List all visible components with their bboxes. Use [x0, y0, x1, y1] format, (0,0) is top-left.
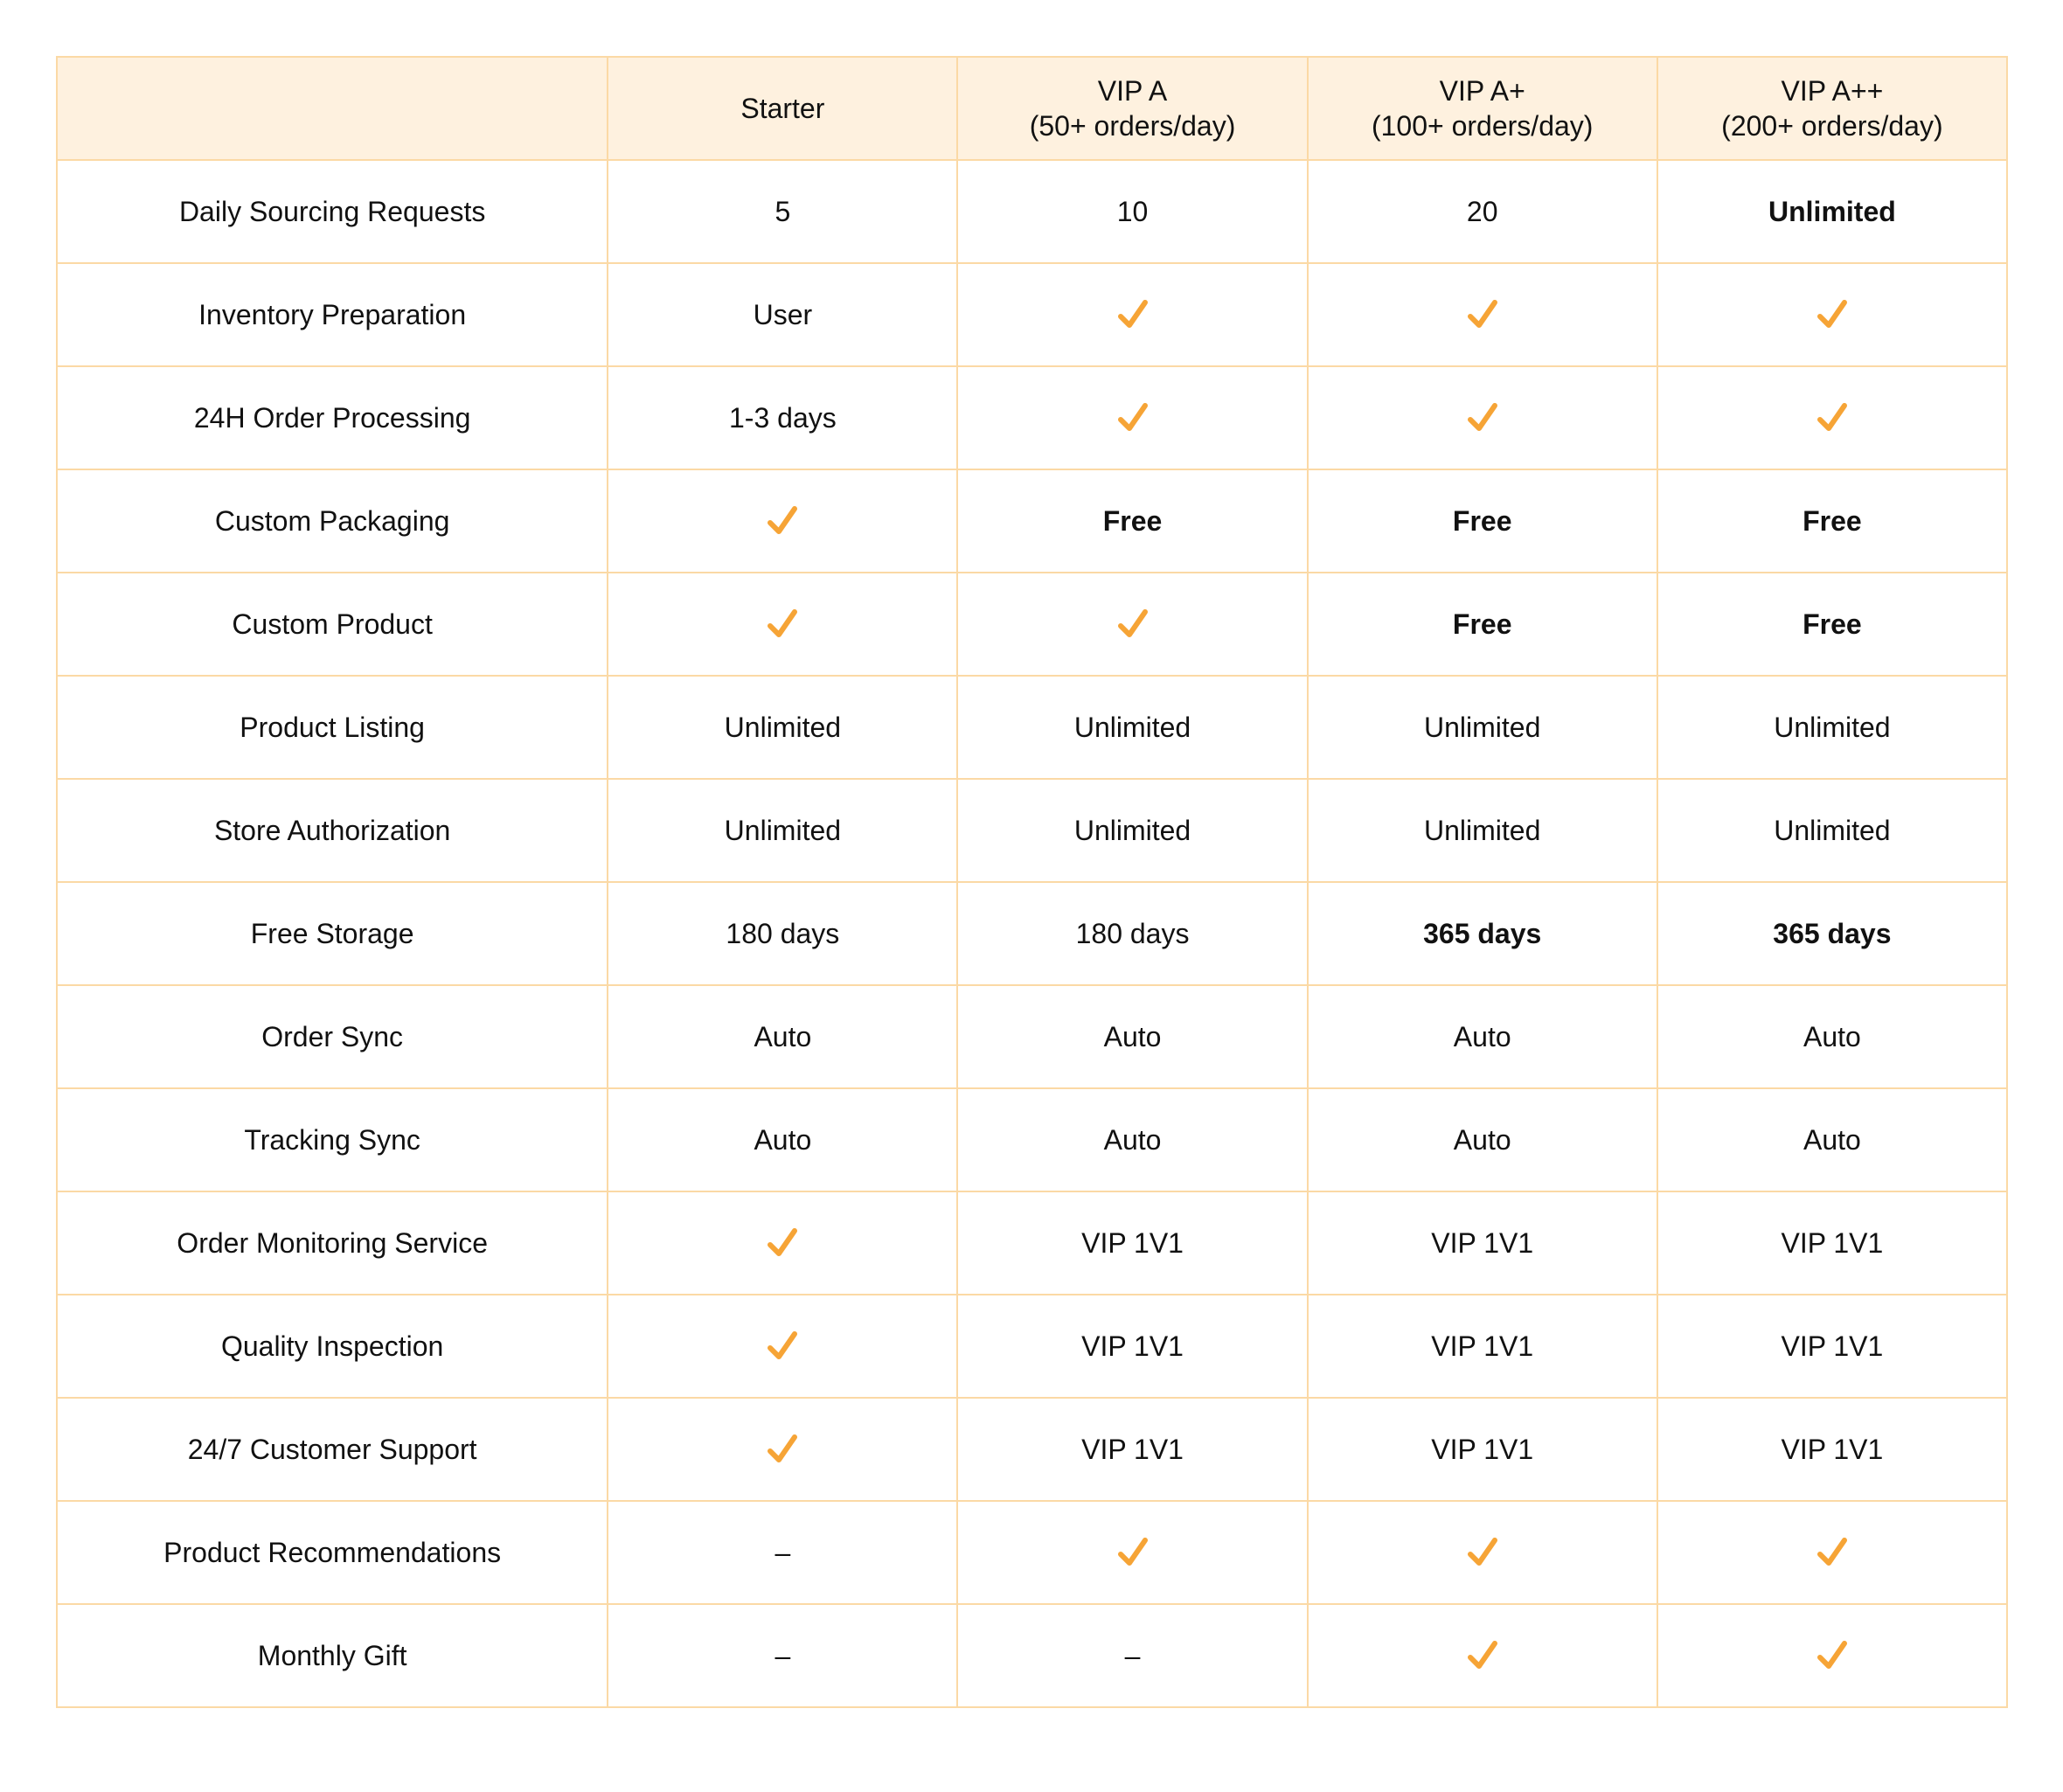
table-row: [57, 676, 2007, 779]
checkmark-icon: [763, 502, 802, 540]
feature-value: 20: [1308, 160, 1657, 263]
feature-label: 24H Order Processing: [57, 366, 608, 469]
plan-subtitle: (50+ orders/day): [1029, 110, 1236, 142]
feature-value: Unlimited: [608, 779, 957, 882]
checkmark-icon: [1114, 399, 1152, 437]
feature-value: –: [608, 1604, 957, 1707]
checkmark-icon: [1114, 1533, 1152, 1572]
feature-cell: [608, 469, 957, 573]
table-body: [57, 160, 2007, 1707]
checkmark-icon: [1813, 1533, 1851, 1572]
table-row: [57, 1398, 2007, 1501]
feature-value: Unlimited: [1308, 779, 1657, 882]
table-row: [57, 1088, 2007, 1191]
checkmark-icon: [763, 1224, 802, 1262]
checkmark-icon: [1463, 1533, 1502, 1572]
table-row: [57, 1295, 2007, 1398]
checkmark-icon: [1813, 295, 1851, 334]
table-row: [57, 985, 2007, 1088]
checkmark-icon: [1813, 399, 1851, 437]
feature-value: VIP 1V1: [1657, 1191, 2007, 1295]
feature-cell: [1657, 1501, 2007, 1604]
table-row: [57, 1191, 2007, 1295]
feature-cell: [1308, 366, 1657, 469]
plan-header-vip-a-plus-plus: [1657, 57, 2007, 160]
feature-value: 10: [957, 160, 1307, 263]
table-row: [57, 1501, 2007, 1604]
plan-name: Starter: [740, 93, 825, 124]
feature-cell: [957, 263, 1307, 366]
feature-value: Auto: [1308, 1088, 1657, 1191]
feature-value: VIP 1V1: [957, 1191, 1307, 1295]
feature-value: User: [608, 263, 957, 366]
feature-value: Auto: [1657, 985, 2007, 1088]
feature-label: Quality Inspection: [57, 1295, 608, 1398]
plan-subtitle: (200+ orders/day): [1721, 110, 1943, 142]
feature-label: Custom Product: [57, 573, 608, 676]
feature-value: 365 days: [1657, 882, 2007, 985]
feature-label: Free Storage: [57, 882, 608, 985]
feature-value: Unlimited: [1308, 676, 1657, 779]
feature-label: Order Monitoring Service: [57, 1191, 608, 1295]
table-row: [57, 469, 2007, 573]
feature-cell: [608, 573, 957, 676]
feature-value: Unlimited: [957, 676, 1307, 779]
table-row: [57, 160, 2007, 263]
table-header: [57, 57, 2007, 160]
feature-value: Unlimited: [957, 779, 1307, 882]
plan-name: VIP A: [1097, 75, 1168, 107]
feature-value: 1-3 days: [608, 366, 957, 469]
checkmark-icon: [1463, 399, 1502, 437]
feature-value: Auto: [608, 1088, 957, 1191]
feature-value: VIP 1V1: [1308, 1398, 1657, 1501]
feature-value: Auto: [957, 985, 1307, 1088]
table-row: [57, 882, 2007, 985]
feature-label: 24/7 Customer Support: [57, 1398, 608, 1501]
feature-value: 180 days: [957, 882, 1307, 985]
feature-value: Unlimited: [1657, 779, 2007, 882]
feature-value: Free: [1308, 573, 1657, 676]
checkmark-icon: [1463, 295, 1502, 334]
feature-value: –: [608, 1501, 957, 1604]
feature-cell: [608, 1398, 957, 1501]
checkmark-icon: [1813, 1636, 1851, 1675]
feature-value: Auto: [1308, 985, 1657, 1088]
checkmark-icon: [1463, 1636, 1502, 1675]
feature-value: Auto: [608, 985, 957, 1088]
feature-value: VIP 1V1: [957, 1295, 1307, 1398]
feature-value: VIP 1V1: [957, 1398, 1307, 1501]
table-row: [57, 573, 2007, 676]
feature-value: Auto: [957, 1088, 1307, 1191]
feature-cell: [608, 1295, 957, 1398]
feature-label: Daily Sourcing Requests: [57, 160, 608, 263]
checkmark-icon: [763, 1327, 802, 1365]
table-row: [57, 263, 2007, 366]
feature-value: Auto: [1657, 1088, 2007, 1191]
feature-value: –: [957, 1604, 1307, 1707]
feature-value: VIP 1V1: [1657, 1398, 2007, 1501]
feature-value: VIP 1V1: [1657, 1295, 2007, 1398]
plan-name: VIP A++: [1781, 75, 1884, 107]
feature-label: Custom Packaging: [57, 469, 608, 573]
plan-comparison: [56, 56, 2008, 1708]
table-row: [57, 779, 2007, 882]
plan-name: VIP A+: [1439, 75, 1525, 107]
header-row: [57, 57, 2007, 160]
feature-value: 180 days: [608, 882, 957, 985]
feature-value: Unlimited: [1657, 160, 2007, 263]
checkmark-icon: [1114, 605, 1152, 643]
feature-cell: [1308, 1604, 1657, 1707]
feature-cell: [1308, 263, 1657, 366]
feature-label: Inventory Preparation: [57, 263, 608, 366]
table-row: [57, 1604, 2007, 1707]
checkmark-icon: [763, 605, 802, 643]
feature-cell: [1308, 1501, 1657, 1604]
feature-cell: [957, 573, 1307, 676]
feature-value: Free: [1308, 469, 1657, 573]
plan-header-vip-a: [957, 57, 1307, 160]
feature-value: Unlimited: [608, 676, 957, 779]
feature-label: Order Sync: [57, 985, 608, 1088]
feature-label: Tracking Sync: [57, 1088, 608, 1191]
feature-value: VIP 1V1: [1308, 1295, 1657, 1398]
feature-cell: [1657, 263, 2007, 366]
feature-cell: [1657, 366, 2007, 469]
feature-label: Monthly Gift: [57, 1604, 608, 1707]
feature-cell: [957, 366, 1307, 469]
feature-value: Unlimited: [1657, 676, 2007, 779]
feature-cell: [957, 1501, 1307, 1604]
checkmark-icon: [763, 1430, 802, 1469]
plan-header-starter: [608, 57, 957, 160]
corner-cell: [57, 57, 608, 160]
feature-label: Product Listing: [57, 676, 608, 779]
feature-value: Free: [957, 469, 1307, 573]
plan-subtitle: (100+ orders/day): [1371, 110, 1594, 142]
feature-cell: [1657, 1604, 2007, 1707]
feature-value: Free: [1657, 469, 2007, 573]
checkmark-icon: [1114, 295, 1152, 334]
feature-value: 365 days: [1308, 882, 1657, 985]
feature-cell: [608, 1191, 957, 1295]
feature-value: VIP 1V1: [1308, 1191, 1657, 1295]
feature-value: Free: [1657, 573, 2007, 676]
feature-value: 5: [608, 160, 957, 263]
feature-label: Store Authorization: [57, 779, 608, 882]
feature-label: Product Recommendations: [57, 1501, 608, 1604]
plan-header-vip-a-plus: [1308, 57, 1657, 160]
table-row: [57, 366, 2007, 469]
plan-comparison-table: [56, 56, 2008, 1708]
